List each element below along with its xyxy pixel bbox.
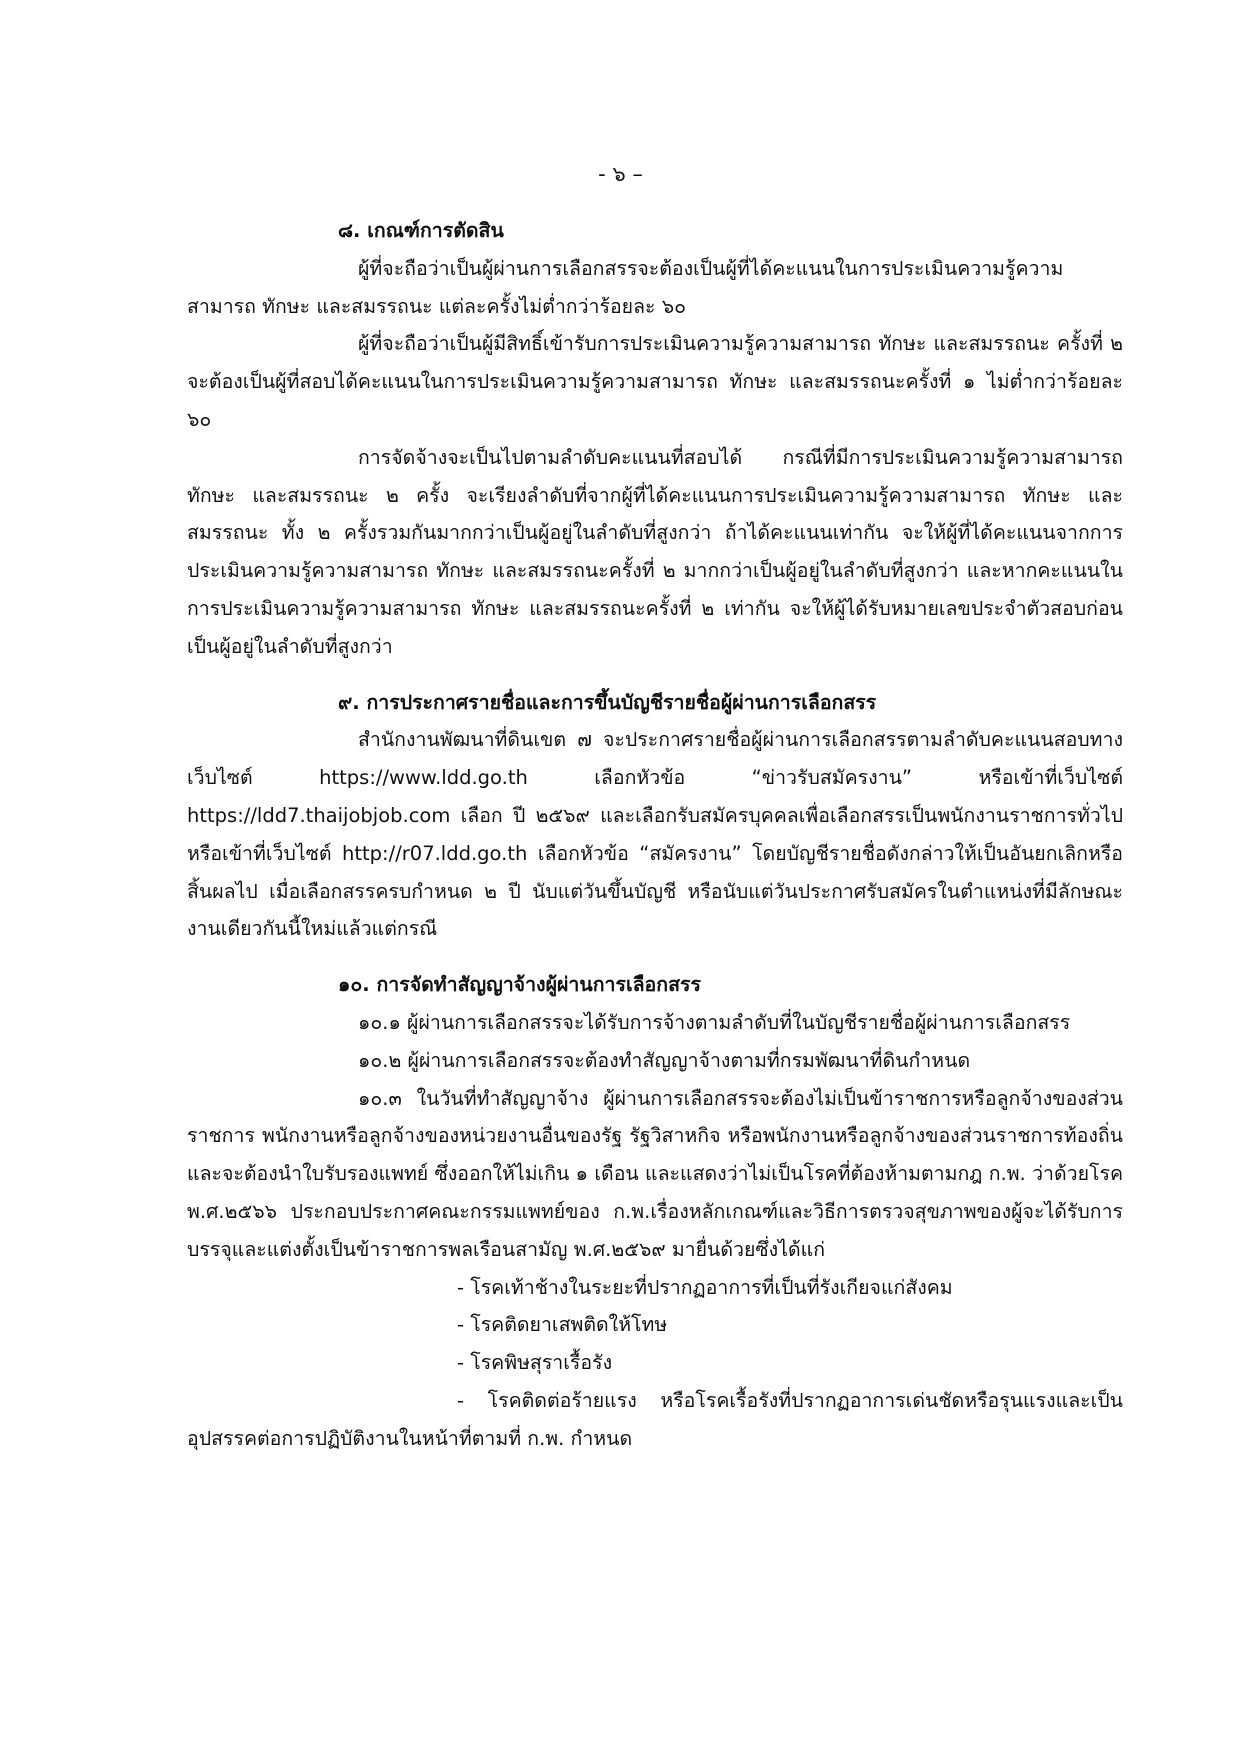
section-10-heading: ๑๐. การจัดทำสัญญาจ้างผู้ผ่านการเลือกสรร	[338, 973, 701, 997]
section-8-paragraph-1: ผู้ที่จะถือว่าเป็นผู้ผ่านการเลือกสรรจะต้องเป็นผู้ที่ได้คะแนนในการประเมินความรู้ความสามารถ ทักษะ และสมรรถนะ แต่ละครั้งไม่ต่ำกว่าร้อยละ ๖๐	[187, 256, 1064, 318]
section-10-2: ๑๐.๒ ผู้ผ่านการเลือกสรรจะต้องทำสัญญาจ้างตามที่กรมพัฒนาที่ดินกำหนด	[358, 1048, 971, 1072]
section-8-paragraph-2: ผู้ที่จะถือว่าเป็นผู้มีสิทธิ์เข้ารับการประเมินความรู้ความสามารถ ทักษะ และสมรรถนะ ครั้งที่ ๒ จะต้องเป็นผู้ที่สอบได้คะแนนในการประเมินความรู้ความสามารถ ทักษะ และสมรรถนะครั้งที่ ๑ ไม่ต่ำกว่าร้อยละ ๖๐	[187, 332, 1123, 431]
section-10-3: ๑๐.๓ ในวันที่ทำสัญญาจ้าง ผู้ผ่านการเลือกสรรจะต้องไม่เป็นข้าราชการหรือลูกจ้างของส่วนราชการ พนักงานหรือลูกจ้างของหน่วยงานอื่นของรัฐ รัฐวิสาหกิจ หรือพนักงานหรือลูกจ้างของส่วนราชการท้องถิ่น และจะต้องนำใบรับรองแพทย์ ซึ่งออกให้ไม่เกิน ๑ เดือน และแสดงว่าไม่เป็นโรคที่ต้องห้ามตามกฎ ก.พ. ว่าด้วยโรค พ.ศ.๒๕๖๖ ประกอบประกาศคณะกรรมแพทย์ของ ก.พ.เรื่องหลักเกณฑ์และวิธีการตรวจสุขภาพของผู้จะได้รับการบรรจุและแต่งตั้งเป็นข้าราชการพลเรือนสามัญ พ.ศ.๒๕๖๙ มายื่นด้วยซึ่งได้แก่	[187, 1086, 1123, 1261]
disease-list-item: - โรคเท้าช้างในระยะที่ปรากฏอาการที่เป็นที่รังเกียจแก่สังคม	[457, 1275, 953, 1299]
document-body	[187, 212, 1123, 1458]
page-number: - ๖ –	[598, 162, 643, 186]
disease-list-item: - โรคติดยาเสพติดให้โทษ	[457, 1313, 668, 1337]
section-8-paragraph-3: การจัดจ้างจะเป็นไปตามลำดับคะแนนที่สอบได้ กรณีที่มีการประเมินความรู้ความสามารถ ทักษะ และสมรรถนะ ๒ ครั้ง จะเรียงลำดับที่จากผู้ที่ได้คะแนนการประเมินความรู้ความสามารถ ทักษะ และสมรรถนะ ทั้ง ๒ ครั้งรวมกันมากกว่าเป็นผู้อยู่ในลำดับที่สูงกว่า ถ้าได้คะแนนเท่ากัน จะให้ผู้ที่ได้คะแนนจากการประเมินความรู้ความสามารถ ทักษะ และสมรรถนะครั้งที่ ๒ มากกว่าเป็นผู้อยู่ในลำดับที่สูงกว่า และหากคะแนนในการประเมินความรู้ความสามารถ ทักษะ และสมรรถนะครั้งที่ ๒ เท่ากัน จะให้ผู้ได้รับหมายเลขประจำตัวสอบก่อนเป็นผู้อยู่ในลำดับที่สูงกว่า	[187, 445, 1123, 658]
section-9-paragraph-1: สำนักงานพัฒนาที่ดินเขต ๗ จะประกาศรายชื่อผู้ผ่านการเลือกสรรตามลำดับคะแนนสอบทางเว็บไซต์ https://www.ldd.go.th เลือกหัวข้อ “ข่าวรับสมัครงาน” หรือเข้าที่เว็บไซต์ https://ldd7.thaijobjob.com เลือก ปี ๒๕๖๙ และเลือกรับสมัครบุคคลเพื่อเลือกสรรเป็นพนักงานราชการทั่วไป หรือเข้าที่เว็บไซต์ http://r07.ldd.go.th เลือกหัวข้อ “สมัครงาน” โดยบัญชีรายชื่อดังกล่าวให้เป็นอันยกเลิกหรือสิ้นผลไป เมื่อเลือกสรรครบกำหนด ๒ ปี นับแต่วันขึ้นบัญชี หรือนับแต่วันประกาศรับสมัครในตำแหน่งที่มีลักษณะงานเดียวกันนี้ใหม่แล้วแต่กรณี	[187, 728, 1123, 941]
section-10-1: ๑๐.๑ ผู้ผ่านการเลือกสรรจะได้รับการจ้างตามลำดับที่ในบัญชีรายชื่อผู้ผ่านการเลือกสรร	[358, 1010, 1071, 1034]
disease-list-item: - โรคพิษสุราเรื้อรัง	[457, 1351, 613, 1375]
section-9-heading: ๙. การประกาศรายชื่อและการขึ้นบัญชีรายชื่อผู้ผ่านการเลือกสรร	[338, 690, 877, 714]
section-8-heading: ๘. เกณฑ์การตัดสิน	[338, 219, 504, 242]
disease-list-item: - โรคติดต่อร้ายแรง หรือโรคเรื้อรังที่ปรากฏอาการเด่นชัดหรือรุนแรงและเป็นอุปสรรคต่อการปฏิบัติงานในหน้าที่ตามที่ ก.พ. กำหนด	[187, 1388, 1123, 1450]
